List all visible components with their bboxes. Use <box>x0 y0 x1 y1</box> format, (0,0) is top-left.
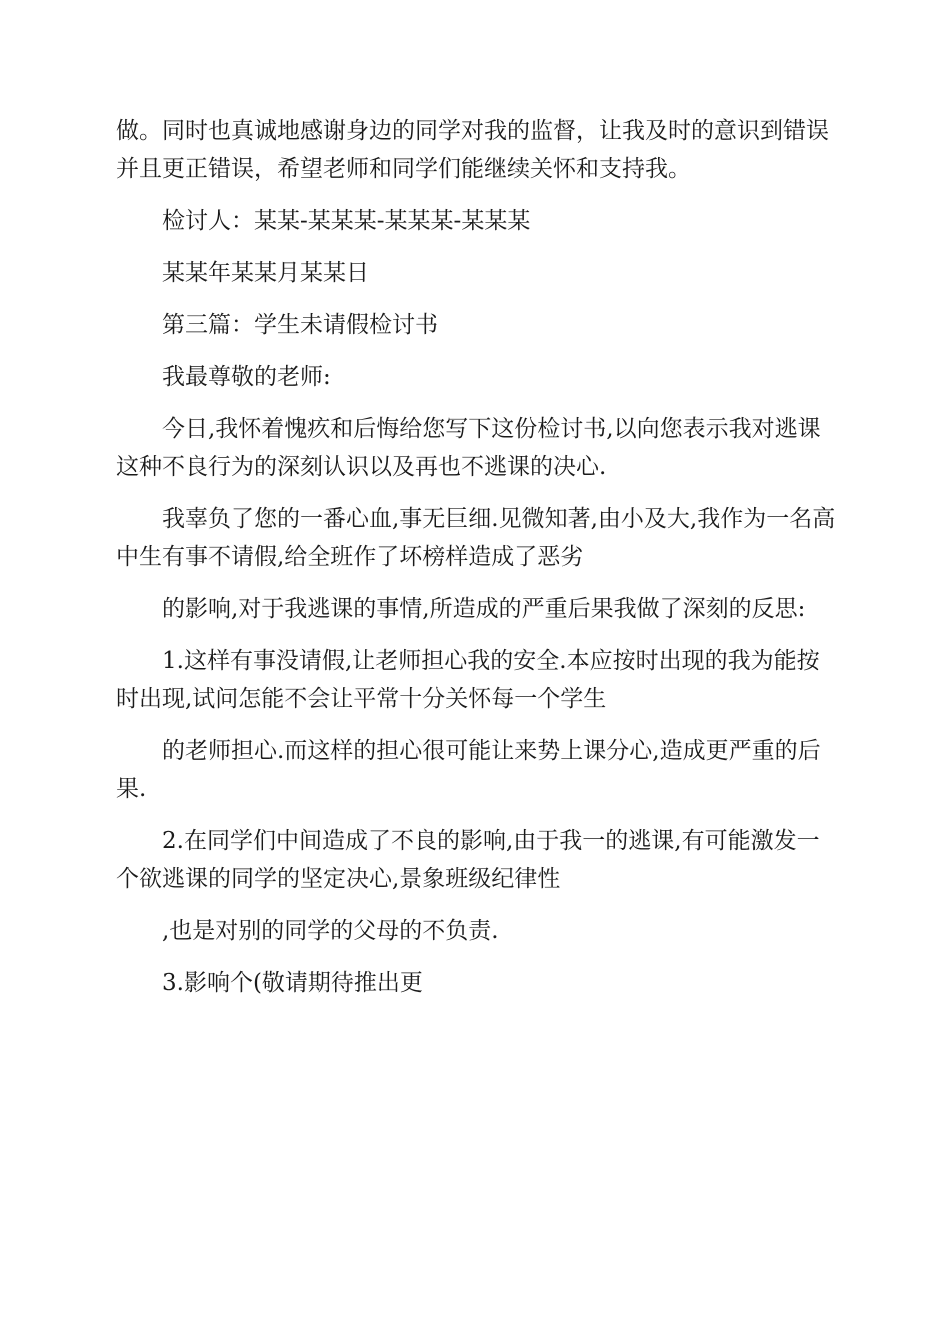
paragraph-signature: 检讨人：某某-某某某-某某某-某某某 <box>162 208 531 234</box>
list-item-2: 2.在同学们中间造成了不良的影响,由于我一的逃课,有可能激发一个欲逃课的同学的坚定决心,景象班级纪律性 <box>116 828 820 892</box>
paragraph-date: 某某年某某月某某日 <box>162 260 369 286</box>
salutation: 我最尊敬的老师: <box>162 364 331 390</box>
list-item-2-continued: ,也是对别的同学的父母的不负责. <box>162 918 499 944</box>
list-item-3: 3.影响个(敬请期待推出更 <box>162 970 423 996</box>
list-item-1-continued: 的老师担心.而这样的担心很可能让来势上课分心,造成更严重的后果. <box>116 738 821 802</box>
document-body <box>116 112 836 1002</box>
paragraph-intro: 今日,我怀着愧疚和后悔给您写下这份检讨书,以向您表示我对逃课这种不良行为的深刻认识以及再也不逃课的决心. <box>116 416 821 480</box>
paragraph-body-2: 的影响,对于我逃课的事情,所造成的严重后果我做了深刻的反思: <box>162 596 806 622</box>
section-heading: 第三篇：学生未请假检讨书 <box>162 312 438 338</box>
paragraph-body-1: 我辜负了您的一番心血,事无巨细.见微知著,由小及大,我作为一名高中生有事不请假,给全班作了坏榜样造成了恶劣 <box>116 506 836 570</box>
paragraph-continuation: 做。同时也真诚地感谢身边的同学对我的监督，让我及时的意识到错误并且更正错误，希望老师和同学们能继续关怀和支持我。 <box>116 118 829 182</box>
list-item-1: 1.这样有事没请假,让老师担心我的安全.本应按时出现的我为能按时出现,试问怎能不会让平常十分关怀每一个学生 <box>116 648 820 712</box>
